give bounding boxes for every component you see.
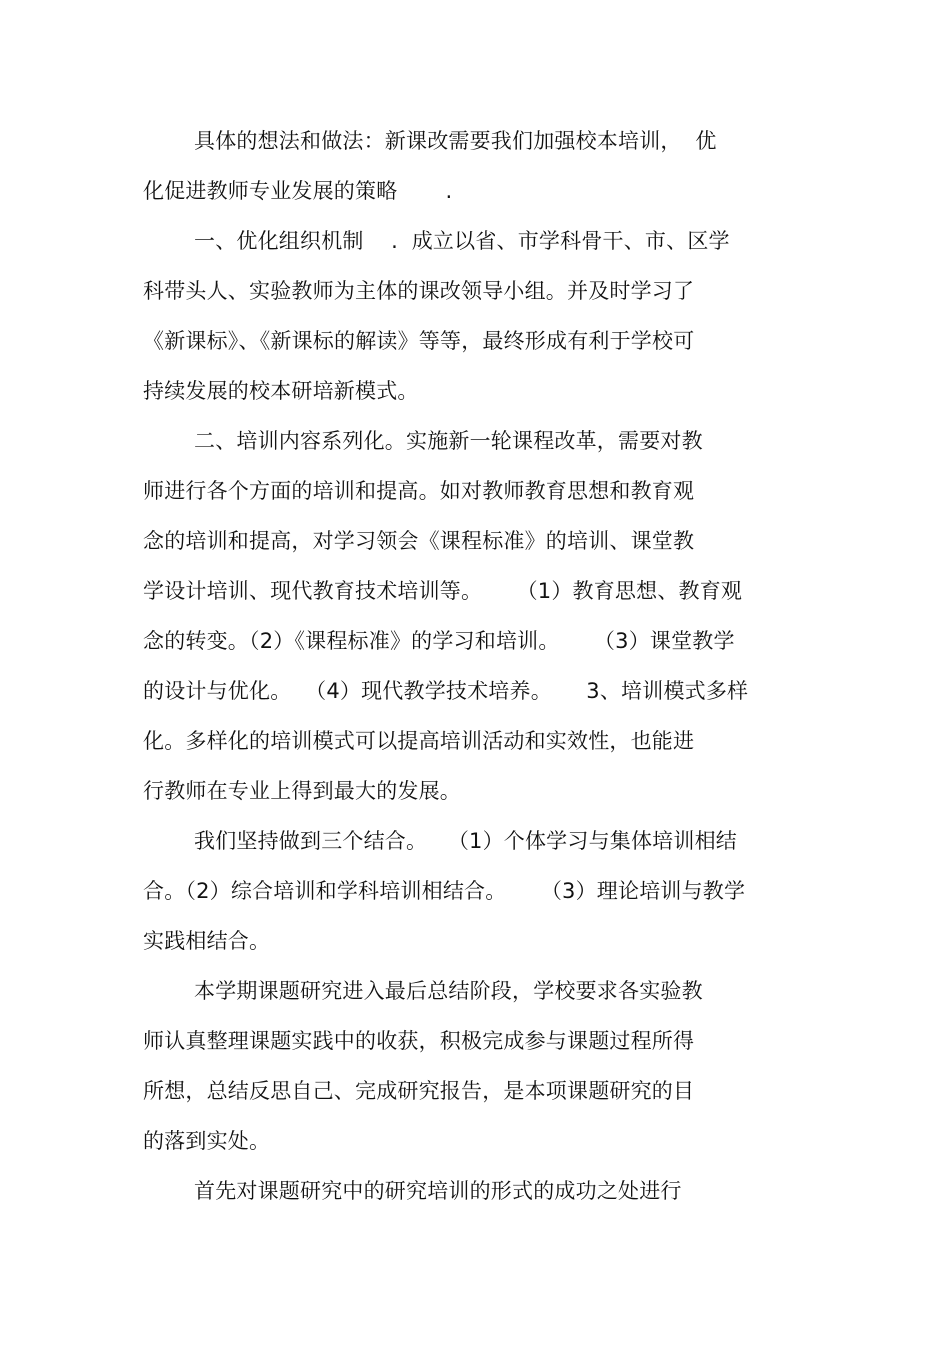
text-line: 念的转变。（2）《课程标准》的学习和培训。 （3）课堂教学 bbox=[143, 629, 735, 653]
text-line: 所想，总结反思自己、完成研究报告，是本项课题研究的目 bbox=[143, 1079, 695, 1103]
text-line: 师进行各个方面的培训和提高。如对教师教育思想和教育观 bbox=[143, 479, 695, 503]
text-line: 学设计培训、现代教育技术培训等。 （1）教育思想、教育观 bbox=[143, 579, 743, 603]
text-line: 首先对课题研究中的研究培训的形式的成功之处进行 bbox=[194, 1179, 682, 1203]
text-line: 化促进教师专业发展的策略 . bbox=[143, 179, 453, 203]
text-line: 一、优化组织机制 . 成立以省、市学科骨干、市、区学 bbox=[194, 229, 730, 253]
text-line: 师认真整理课题实践中的收获，积极完成参与课题过程所得 bbox=[143, 1029, 695, 1053]
text-line: 《新课标》、《新课标的解读》等等，最终形成有利于学校可 bbox=[143, 329, 695, 353]
text-line: 的设计与优化。 （4）现代教学技术培养。 3、培训模式多样 bbox=[143, 679, 749, 703]
text-line: 具体的想法和做法：新课改需要我们加强校本培训， 优 bbox=[194, 129, 717, 153]
text-line: 的落到实处。 bbox=[143, 1129, 271, 1153]
text-line: 本学期课题研究进入最后总结阶段，学校要求各实验教 bbox=[194, 979, 703, 1003]
text-line: 行教师在专业上得到最大的发展。 bbox=[143, 779, 461, 803]
text-line: 念的培训和提高，对学习领会《课程标准》的培训、课堂教 bbox=[143, 529, 695, 553]
text-line: 实践相结合。 bbox=[143, 929, 271, 953]
text-line: 我们坚持做到三个结合。 （1）个体学习与集体培训相结 bbox=[194, 829, 737, 853]
text-line: 二、培训内容系列化。实施新一轮课程改革，需要对教 bbox=[194, 429, 703, 453]
text-line: 持续发展的校本研培新模式。 bbox=[143, 379, 419, 403]
text-line: 科带头人、实验教师为主体的课改领导小组。并及时学习了 bbox=[143, 279, 695, 303]
text-line: 化。多样化的培训模式可以提高培训活动和实效性，也能进 bbox=[143, 729, 695, 753]
text-line: 合。（2）综合培训和学科培训相结合。 （3）理论培训与教学 bbox=[143, 879, 746, 903]
